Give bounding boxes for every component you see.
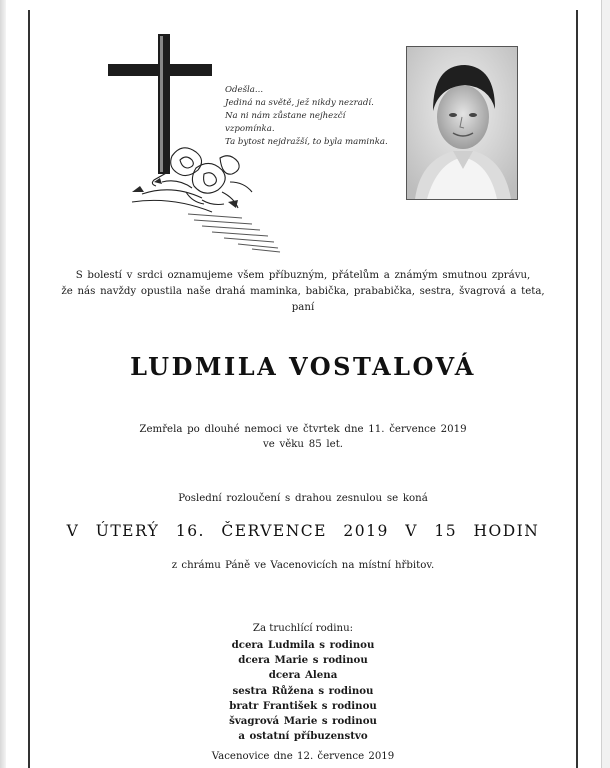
- mourner-item: dcera Ludmila s rodinou: [231, 639, 375, 651]
- death-notice-line: ve věku 85 let.: [262, 439, 344, 450]
- poem: [225, 84, 425, 149]
- announcement-text: [50, 268, 556, 316]
- poem-line: Na ni nám zůstane nejhezčí: [225, 111, 346, 121]
- deceased-name: LUDMILA VOSTALOVÁ: [130, 352, 476, 381]
- portrait-image: [407, 47, 517, 199]
- poem-line: vzpomínka.: [225, 124, 275, 134]
- poem-line: Ta bytost nejdražší, to byla maminka.: [225, 137, 388, 147]
- mourner-item: a ostatní příbuzenstvo: [238, 730, 368, 743]
- mourners-list: [30, 638, 576, 744]
- mourner-item: sestra Růžena s rodinou: [232, 684, 374, 697]
- funeral-date: V ÚTERÝ 16. ČERVENCE 2019 V 15 HODIN: [66, 522, 540, 540]
- mourner-item: dcera Marie s rodinou: [238, 654, 368, 667]
- mourner-item: bratr František s rodinou: [229, 699, 377, 712]
- announcement-line: paní: [291, 302, 315, 313]
- death-notice: [110, 422, 496, 452]
- mourners-heading: Za truchlící rodinu:: [252, 623, 354, 634]
- obituary-page: [28, 10, 578, 768]
- window-edge-right: [601, 0, 610, 768]
- announcement-line: že nás navždy opustila naše drahá maminka, babička, prababička, sestra, švagrová a teta,: [61, 286, 545, 297]
- mourner-item: švagrová Marie s rodinou: [229, 715, 377, 728]
- signoff-date: Vacenovice dne 12. července 2019: [211, 751, 395, 762]
- poem-line: Odešla...: [225, 85, 264, 95]
- announcement-line: S bolestí v srdci oznamujeme všem příbuzným, přátelům a známým smutnou zprávu,: [75, 270, 531, 281]
- portrait-photo: [406, 46, 518, 200]
- mourner-item: dcera Alena: [268, 669, 338, 682]
- funeral-place: z chrámu Páně ve Vacenovicích na místní hřbitov.: [171, 560, 435, 571]
- poem-line: Jediná na světě, jež nikdy nezradí.: [225, 98, 374, 108]
- window-edge-left: [0, 0, 6, 768]
- death-notice-line: Zemřela po dlouhé nemoci ve čtvrtek dne 11. července 2019: [139, 424, 467, 435]
- farewell-intro: Poslední rozloučení s drahou zesnulou se koná: [178, 493, 428, 504]
